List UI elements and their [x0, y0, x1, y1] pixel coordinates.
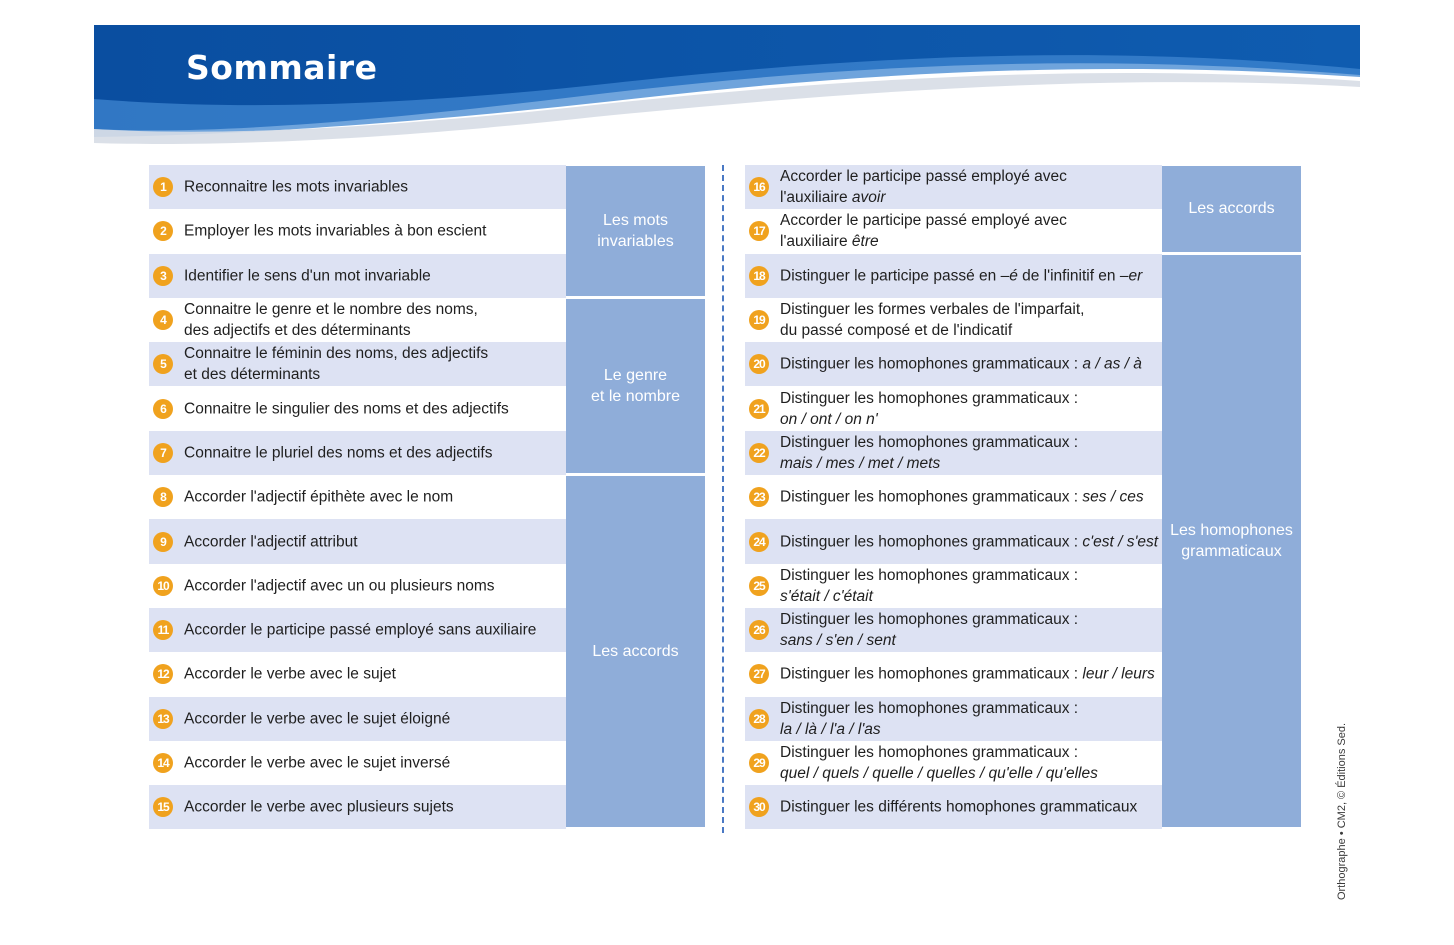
list-item	[149, 165, 566, 209]
category-label	[566, 166, 705, 296]
category-label	[1162, 255, 1301, 828]
item-line-1-text: Distinguer les homophones grammaticaux :	[780, 389, 1079, 407]
item-text	[780, 664, 1158, 685]
item-text	[184, 177, 562, 198]
category-line-1: Les accords	[592, 643, 679, 661]
column-divider	[722, 165, 724, 833]
item-number-badge: 14	[153, 753, 173, 773]
list-item	[745, 785, 1162, 829]
item-line-1-emphasis: leur / leurs	[1082, 665, 1155, 683]
list-item	[149, 519, 566, 563]
item-line-1	[184, 753, 562, 774]
item-line-2-emphasis: être	[851, 233, 879, 251]
category-text	[591, 365, 680, 407]
item-line-1	[184, 299, 562, 320]
category-text	[1170, 520, 1293, 562]
item-line-2-text: l'auxiliaire	[780, 189, 852, 207]
right-column	[745, 165, 1301, 829]
item-line-1	[780, 698, 1158, 719]
list-item	[745, 697, 1162, 741]
item-line-1-text: Distinguer les homophones grammaticaux :	[780, 433, 1079, 451]
item-number-badge: 11	[153, 620, 173, 640]
item-text	[184, 299, 562, 341]
list-item	[745, 519, 1162, 563]
item-line-1	[780, 664, 1158, 685]
item-number-badge: 9	[153, 532, 173, 552]
item-line-1-emphasis-2: er	[1128, 267, 1143, 285]
item-line-1-text: Accorder le participe passé employé sans auxiliaire	[184, 621, 537, 639]
item-number-badge: 18	[749, 266, 769, 286]
item-number-badge: 27	[749, 664, 769, 684]
list-item	[745, 165, 1162, 209]
list-item	[149, 564, 566, 608]
item-line-1-text: Distinguer les homophones grammaticaux :	[780, 355, 1083, 373]
item-line-1-text: Distinguer les homophones grammaticaux :	[780, 488, 1083, 506]
page-title: Sommaire	[186, 48, 378, 87]
list-item	[745, 652, 1162, 696]
item-text	[780, 265, 1158, 286]
category-line-2: invariables	[597, 232, 674, 250]
item-text	[184, 265, 562, 286]
item-number-badge: 16	[749, 177, 769, 197]
item-line-2	[184, 364, 562, 385]
item-text	[184, 620, 562, 641]
category-line-1: Le genre	[603, 366, 668, 384]
item-line-1-text-after: de l'infinitif en –	[1017, 267, 1129, 285]
item-text	[780, 698, 1158, 740]
item-line-2	[780, 719, 1158, 740]
item-text	[184, 343, 562, 385]
item-line-1	[780, 797, 1158, 818]
list-item	[745, 564, 1162, 608]
item-line-1-text: Distinguer les formes verbales de l'imparfait,	[780, 301, 1085, 319]
item-number-badge: 4	[153, 310, 173, 330]
item-line-1-emphasis: c'est / s'est	[1082, 533, 1159, 551]
item-line-1-text: Distinguer les homophones grammaticaux :	[780, 533, 1083, 551]
item-line-1-text: Distinguer les homophones grammaticaux :	[780, 611, 1079, 629]
list-item	[149, 431, 566, 475]
item-line-2	[780, 187, 1158, 208]
item-number-badge: 13	[153, 709, 173, 729]
list-item	[149, 741, 566, 785]
list-item	[745, 298, 1162, 342]
list-item	[745, 342, 1162, 386]
item-line-1-text: Distinguer les homophones grammaticaux :	[780, 744, 1079, 762]
item-line-1	[780, 432, 1158, 453]
item-line-1	[780, 531, 1158, 552]
item-number-badge: 19	[749, 310, 769, 330]
item-line-2	[780, 763, 1158, 784]
item-number-badge: 7	[153, 443, 173, 463]
list-item	[149, 697, 566, 741]
item-line-2	[780, 231, 1158, 252]
item-line-1	[184, 442, 562, 463]
item-line-1-text: Accorder le verbe avec le sujet	[184, 665, 396, 683]
item-number-badge: 3	[153, 266, 173, 286]
item-text	[780, 354, 1158, 375]
item-line-1	[184, 221, 562, 242]
item-line-1-emphasis: é	[1009, 267, 1018, 285]
item-line-1-text: Accorder l'adjectif épithète avec le nom	[184, 488, 454, 506]
item-line-1	[184, 265, 562, 286]
item-text	[184, 442, 562, 463]
item-line-2-emphasis: sans / s'en / sent	[780, 632, 896, 650]
item-text	[780, 565, 1158, 607]
item-number-badge: 10	[153, 576, 173, 596]
list-item	[149, 608, 566, 652]
item-text	[780, 487, 1158, 508]
item-line-1-text: Distinguer les homophones grammaticaux :	[780, 665, 1083, 683]
list-item	[149, 387, 566, 431]
item-text	[184, 753, 562, 774]
item-line-2-text: et des déterminants	[184, 366, 321, 384]
category-line-2: grammaticaux	[1181, 543, 1282, 561]
item-text	[184, 531, 562, 552]
category-label	[1162, 166, 1301, 252]
item-line-1	[184, 398, 562, 419]
item-line-1-text: Accorder le participe passé employé avec	[780, 212, 1067, 230]
list-item	[745, 254, 1162, 298]
item-line-1-text: Accorder l'adjectif attribut	[184, 533, 358, 551]
item-number-badge: 30	[749, 797, 769, 817]
left-column	[149, 165, 705, 829]
category-line-1: Les homophones	[1170, 522, 1293, 540]
item-line-2-emphasis: quel / quels / quelle / quelles / qu'elle / qu'elles	[780, 765, 1098, 783]
item-text	[184, 487, 562, 508]
item-line-1	[780, 354, 1158, 375]
item-number-badge: 15	[153, 797, 173, 817]
item-number-badge: 8	[153, 487, 173, 507]
item-number-badge: 24	[749, 532, 769, 552]
item-text	[780, 609, 1158, 651]
item-number-badge: 29	[749, 753, 769, 773]
category-text	[597, 210, 673, 252]
item-line-1-text: Distinguer les homophones grammaticaux :	[780, 566, 1079, 584]
item-line-2-emphasis: avoir	[851, 189, 886, 207]
item-text	[780, 210, 1158, 252]
item-text	[184, 708, 562, 729]
item-line-1-text: Reconnaitre les mots invariables	[184, 178, 408, 196]
item-text	[184, 398, 562, 419]
item-line-1-text: Distinguer les homophones grammaticaux :	[780, 699, 1079, 717]
item-line-1	[184, 620, 562, 641]
item-line-1-text: Accorder le participe passé employé avec	[780, 168, 1067, 186]
item-line-1	[780, 565, 1158, 586]
header-banner	[94, 25, 1360, 155]
category-text	[592, 641, 678, 662]
item-line-1	[780, 299, 1158, 320]
item-line-1	[780, 210, 1158, 231]
item-line-2-emphasis: on / ont / on n'	[780, 410, 878, 428]
list-item	[149, 209, 566, 253]
item-line-1-text: Connaitre le pluriel des noms et des adjectifs	[184, 444, 493, 462]
item-line-1	[184, 797, 562, 818]
item-line-1-text: Identifier le sens d'un mot invariable	[184, 267, 431, 285]
item-line-1-text: Accorder le verbe avec le sujet inversé	[184, 754, 451, 772]
item-line-1-text: Accorder le verbe avec plusieurs sujets	[184, 798, 454, 816]
item-number-badge: 22	[749, 443, 769, 463]
item-line-2-emphasis: s'était / c'était	[780, 587, 873, 605]
item-line-1	[184, 575, 562, 596]
item-text	[184, 664, 562, 685]
item-line-1	[780, 609, 1158, 630]
item-line-1	[184, 531, 562, 552]
category-label	[566, 476, 705, 827]
item-line-2-text: des adjectifs et des déterminants	[184, 322, 411, 340]
item-line-2-emphasis: mais / mes / met / mets	[780, 454, 941, 472]
list-item	[149, 475, 566, 519]
list-item	[149, 342, 566, 386]
item-line-2	[780, 630, 1158, 651]
item-line-1-text: Distinguer les différents homophones grammaticaux	[780, 798, 1138, 816]
item-number-badge: 17	[749, 221, 769, 241]
item-line-1-text: Connaitre le singulier des noms et des adjectifs	[184, 400, 509, 418]
item-text	[184, 221, 562, 242]
category-text	[1188, 198, 1274, 219]
list-item	[745, 209, 1162, 253]
item-line-2	[780, 320, 1158, 341]
list-item	[745, 431, 1162, 475]
item-number-badge: 26	[749, 620, 769, 640]
category-line-1: Les mots	[603, 211, 668, 229]
item-line-2-text: l'auxiliaire	[780, 233, 852, 251]
item-text	[780, 299, 1158, 341]
item-line-1	[780, 742, 1158, 763]
item-line-2	[780, 409, 1158, 430]
item-line-1	[780, 166, 1158, 187]
item-line-1	[184, 177, 562, 198]
item-line-1	[780, 265, 1158, 286]
item-line-1-text: Connaitre le genre et le nombre des noms,	[184, 301, 478, 319]
category-label	[566, 299, 705, 473]
item-line-1	[184, 343, 562, 364]
item-number-badge: 21	[749, 399, 769, 419]
item-line-1-text: Accorder le verbe avec le sujet éloigné	[184, 710, 451, 728]
item-text	[780, 388, 1158, 430]
item-text	[780, 742, 1158, 784]
category-line-1: Les accords	[1188, 200, 1275, 218]
item-text	[184, 575, 562, 596]
item-line-2-emphasis: la / là / l'a / l'as	[780, 720, 881, 738]
list-item	[149, 254, 566, 298]
list-item	[149, 298, 566, 342]
item-text	[780, 432, 1158, 474]
item-number-badge: 12	[153, 664, 173, 684]
list-item	[745, 741, 1162, 785]
item-text	[780, 531, 1158, 552]
item-number-badge: 2	[153, 221, 173, 241]
category-line-2: et le nombre	[591, 387, 680, 405]
item-text	[184, 797, 562, 818]
list-item	[149, 652, 566, 696]
item-number-badge: 1	[153, 177, 173, 197]
item-line-2-text: du passé composé et de l'indicatif	[780, 322, 1013, 340]
item-line-2	[184, 320, 562, 341]
item-line-2	[780, 586, 1158, 607]
item-line-1-emphasis: a / as / à	[1082, 355, 1142, 373]
list-item	[745, 387, 1162, 431]
item-line-1-text: Employer les mots invariables à bon escient	[184, 222, 487, 240]
item-line-1-text: Connaitre le féminin des noms, des adjectifs	[184, 345, 489, 363]
item-number-badge: 25	[749, 576, 769, 596]
list-item	[745, 475, 1162, 519]
item-number-badge: 6	[153, 399, 173, 419]
item-line-1	[780, 388, 1158, 409]
footer-credit: Orthographe • CM2, © Éditions Sed.	[1336, 722, 1348, 900]
item-line-1	[780, 487, 1158, 508]
item-line-1-text: Distinguer le participe passé en –	[780, 267, 1010, 285]
list-item	[149, 785, 566, 829]
item-line-1	[184, 664, 562, 685]
item-text	[780, 797, 1158, 818]
item-line-1-text: Accorder l'adjectif avec un ou plusieurs noms	[184, 577, 495, 595]
item-line-1	[184, 708, 562, 729]
list-item	[745, 608, 1162, 652]
item-line-2	[780, 453, 1158, 474]
item-number-badge: 23	[749, 487, 769, 507]
item-number-badge: 5	[153, 354, 173, 374]
item-text	[780, 166, 1158, 208]
item-line-1-emphasis: ses / ces	[1082, 488, 1144, 506]
item-number-badge: 28	[749, 709, 769, 729]
item-number-badge: 20	[749, 354, 769, 374]
item-line-1	[184, 487, 562, 508]
